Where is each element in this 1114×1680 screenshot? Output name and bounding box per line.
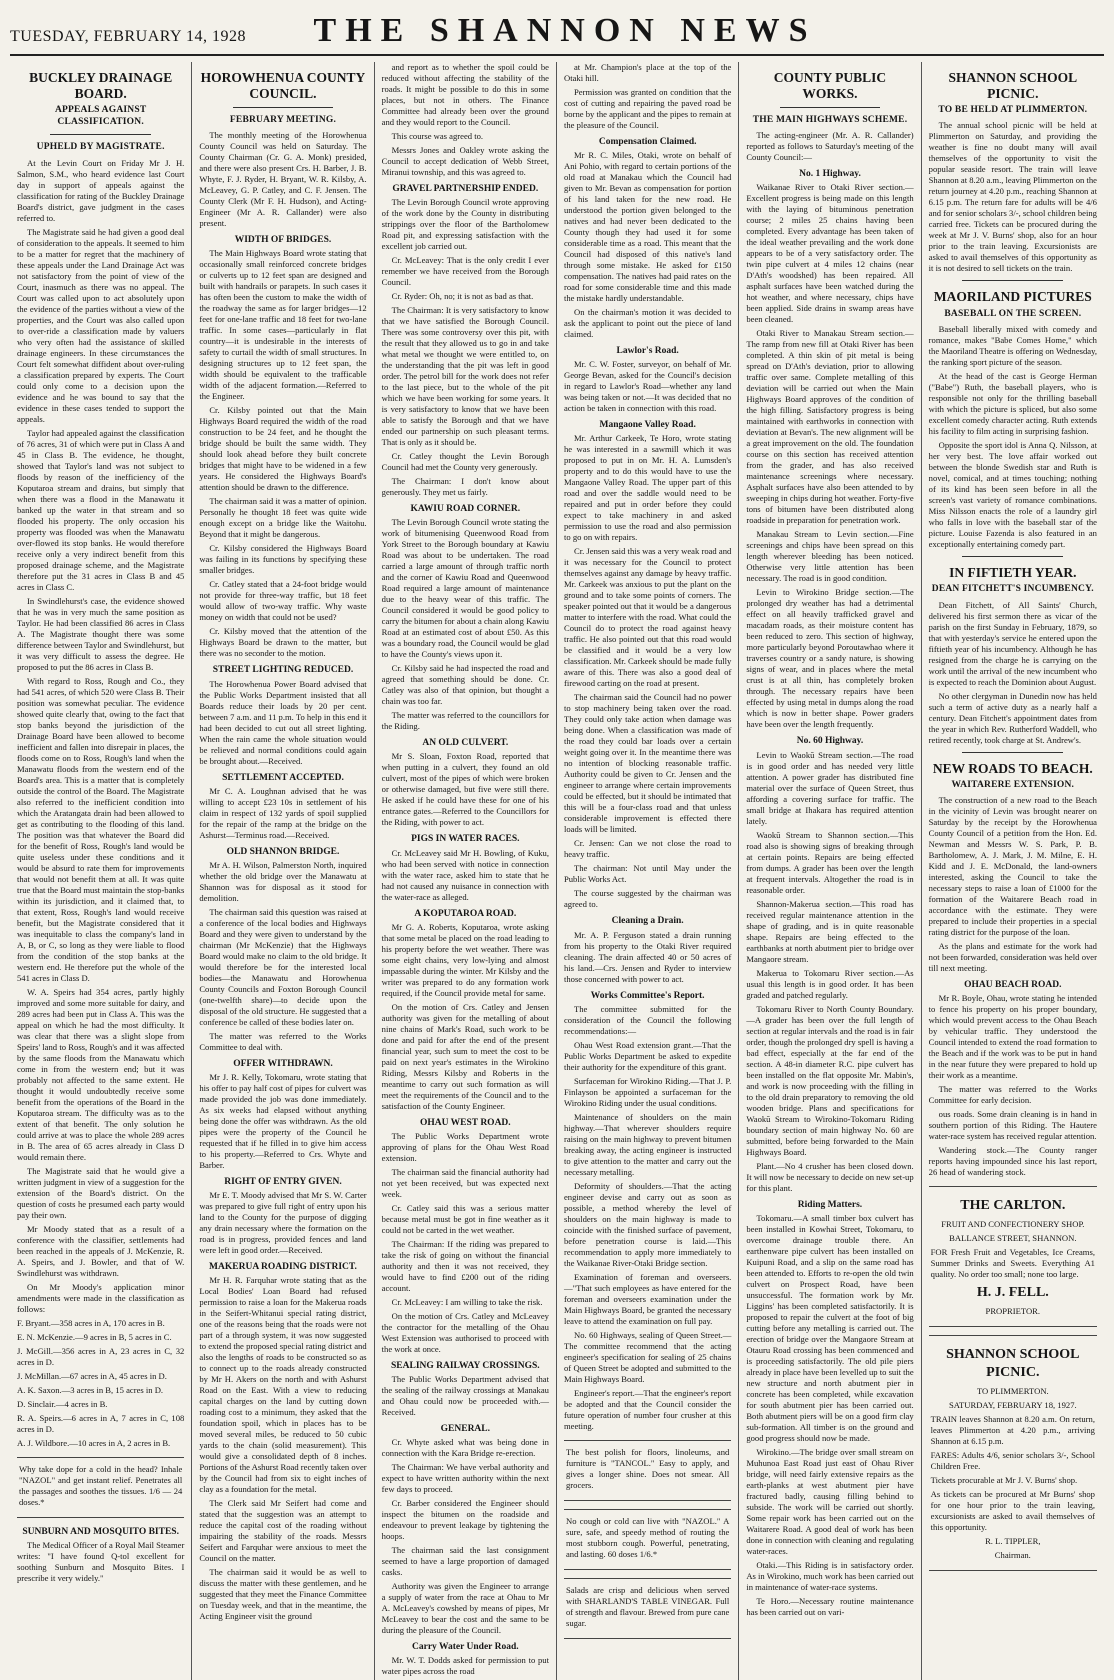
paragraph: Messrs Jones and Oakley wrote asking the Council to accept dedication of Webb Street, Miranui township, and this was agreed to. [381,145,549,177]
section-heading: Lawlor's Road. [616,346,679,357]
ad-signature-role: Chairman. [994,1549,1031,1560]
section-body [199,679,366,767]
section-body [199,1275,366,1622]
section-heading: AN OLD CULVERT. [422,738,509,749]
section-body [382,1131,549,1355]
advertisement [17,1457,184,1518]
paragraph: Dean Fitchett, of All Saints' Church, delivered his first sermon there as vicar of the parish on the first Sunday in February, 1879, so that with yesterday's service he entered upon the fiftieth year of his incumbency. Although he has resigned from the charge he is carrying on the work until the arrival of the new incumbent who is expected to reach the Dominion about August. [928,599,1097,687]
divider [50,134,150,135]
paragraph: Maintenance of shoulders on the main highway.—That wherever shoulders require raising on the main highway to prevent bitumen breaking away, the acting engineer is instructed to give attention to the matter and carry out the necessary metalling. [563,1111,732,1177]
paragraph: The acting-engineer (Mr. A. R. Callander) reported as follows to Saturday's meeting of the County Council:— [746,130,914,163]
section-body [382,1655,549,1677]
article-headline: BUCKLEY DRAINAGE BOARD. [29,70,173,101]
paragraph: Manakau Stream to Levin section.—Fine screenings and chips have been spread on this length wherever bleeding has been noticed. Otherwise very little attention has been necessary. The road is in good condition. [746,529,914,584]
paragraph: No. 60 Highways, sealing of Queen Street.—The committee recommend that the acting engineer's specification for sealing of 25 chains of Queen Street be adopted and submitted to the Main Highways Board. [563,1329,732,1384]
section-body [199,860,366,1053]
paragraph: Tokomaru.—A small timber box culvert has been installed in Kowhai Street, Tokomaru, to overcome drainage trouble there. An earthenware pipe culvert has been installed on Kuipuni Road, and a slip on the same road has been attended to. Efforts to re-open the old twin culvert on Prospect Road, have been unsuccessful. The formation work by Mr. Liggins' has been completed satisfactorily. It is proposed to repair the culvert at the foot of big cutting before any metalling is carried out. The erection of bridge over the Mangaore Stream at Otauru Road crossing has been commenced and is proceeding satisfactorily. The old pile piers already in place have been levelled up to suit the new structure and north abutment pier in concrete has been completed, while excavation for south abutment pier has been carried out. Both abutment piers will be on a good firm clay sub-formation. All timber is on the ground and good progress should now be made. [746,1212,914,1443]
article-subheadline: TO BE HELD AT PLIMMERTON. [938,105,1088,116]
article-body [382,62,549,178]
paragraph: Shannon-Makerua section.—This road has received regular maintenance attention in the shape of grading, and is in quite reasonable shape. Repairs are being effected to the earthbanks at north abutment pier to bridge over Mangaore stream. [746,898,914,964]
paragraph: Mr H. R. Farquhar wrote stating that as the Local Bodies' Loan Board had refused permission to raise a loan for the Makerua roads in the Seifert-Whitanui special rating district, one of the reasons being that the roads were not part of a through system, it was now suggested to extend the proposed special rating district and also the lengths of roads to be constructed so as to connect up to the roads already constructed by Mr H. Akers on the north and with Ashurst Road on the East. With a view to reducing capital charges on the land by cutting down roading cost to a minimum, they asked that the foundation spoil, which in places has to be moved several miles, be reduced to 50 cubic yards to the chain (solid measurement). This would give a consolidated depth of 8 inches. Portions of the Ashurst Road recently taken over by the Council had from six to eight inches of clay as a foundation for the metal. [199,1275,367,1495]
ad-title: THE CARLTON. [960,1198,1066,1214]
paragraph: On the motion of Crs. Catley and Jensen authority was given for the metalling of about nine chains of Mark's Road, such work to be done and paid for after the end of the present financial year, such sum to meet the cost to be paid on next year's estimates in the Wirokino Riding, Messrs Kilsby and Roberts in the meantime to carry out such formation as will meet the requirements of the Council and to the satisfaction of the County Engineer. [381,1001,549,1111]
paragraph: R. A. Speirs.—6 acres in A, 7 acres in C, 108 acres in D. [17,1412,185,1434]
paragraph: Permission was granted on condition that the cost of cutting and repairing the paved road be borne by the applicant and the pipes to remain at the pleasure of the Council. [563,87,732,130]
section-heading: GENERAL. [440,1424,490,1435]
article-headline: SUNBURN AND MOSQUITO BITES. [22,1526,179,1537]
section-heading: PIGS IN WATER RACES. [411,834,520,845]
section-body [382,922,549,1112]
article-subheadline: APPEALS AGAINST CLASSIFICATION. [54,105,147,128]
paragraph: Tokomaru River to North County Boundary.—A grader has been over the full length of section at regular intervals and the road is in fair order, though the prolonged dry spell is having a bad effect, especially at the far end of the section. A 48-in diameter R.C. pipe culvert has been installed on the flat opposite Mr. Mabin's, and work is now proceeding with the filling in to the old drain preparatory to removing the old wooden bridge. Plans and specifications for Waokū Stream to Wirokino-Tokomaru Riding boundary section of main highway No. 60 are submitted, before being forwarded to the Main Highways Board. [746,1003,914,1157]
ad-text: No cough or cold can live with "NAZOL." A sure, safe, and speedy method of routing the most stubborn cough. Powerful, penetrating, and lasting. 60 doses 1/6.* [565,1515,730,1559]
paragraph: Cr. McLeavey: That is the only credit I ever remember we have received from the Borough Council. [381,255,549,288]
section-heading: No. 1 Highway. [799,169,861,180]
section-heading: KAWIU ROAD CORNER. [410,504,521,515]
paragraph: Cr. Jensen: Can we not close the road to heavy traffic. [563,838,732,860]
paragraph: The Main Highways Board wrote stating that occasionally small reinforced concrete bridges or culverts up to 12 feet span are designed and built with handrails or parapets. In such cases it has often been the custom to make the width of the roadway the same as for larger bridges—12 feet for one-lane traffic and 18 feet for two-lane traffic. In some cases—particularly in flat country—it is undesirable in the interests of safety to curtail the width of small structures. In designing structures up to 12 feet span, the width should be equivalent to the trafficable width of the adjacent formation.—Referred to the Engineer. [199,248,367,402]
article-headline: COUNTY PUBLIC WORKS. [773,70,887,101]
ad-text: The best polish for floors, linoleums, and furniture is "TANCOL." Easy to apply, and gives a longer shine. Does not smear. All grocers. [565,1446,730,1490]
paragraph: The course suggested by the chairman was agreed to. [563,888,732,910]
paragraph: F. Bryant.—358 acres in A, 170 acres in B. [17,1317,165,1328]
article-body [929,795,1097,974]
section-heading: SETTLEMENT ACCEPTED. [222,772,344,783]
divider [962,752,1063,753]
paragraph: TRAIN leaves Shannon at 8.20 a.m. On return, leaves Plimmerton at 4.20 p.m., arriving Shannon at 6.15 p.m. [930,1413,1095,1446]
paragraph: On the motion of Crs. Catley and McLeavey the contractor for the metalling of the Ohau West Extension was authorised to proceed with the work at once. [381,1310,549,1354]
paragraph: and report as to whether the spoil could be reduced without affecting the stability of the roads. It might be possible to do this in some places, but not in others. The Finance Committee had already been over the ground and they would report to the Council. [381,62,549,127]
paragraph: D. Sinclair.—4 acres in B. [17,1398,108,1409]
paragraph: In Swindlehurst's case, the evidence showed that he was in very much the same position as Taylor. He had been classified 86 acres in Class A. The Magistrate thought there was some difference between Taylor and Swindlehurst, but it was very difficult to assess the degree. He proposed to put the 86 acres in Class B. [17,595,185,672]
paragraph: Mr. C. W. Foster, surveyor, on behalf of Mr. George Bevan, asked for the Council's decision in regard to Lawlor's Road—whether any land was being taken or not.—It was decided that no action be taken in connection with this road. [563,359,732,414]
ad-subtitle: TO PLIMMERTON. [976,1385,1049,1396]
advertisement [564,1440,731,1501]
paragraph: J. McGill.—356 acres in A, 23 acres in C, 32 acres in D. [17,1345,185,1367]
section-body [199,248,366,659]
paragraph: The Chairman: We have verbal authority and expect to have written authority within the next few days to proceed. [381,1462,549,1495]
ad-text: The Medical Officer of a Royal Mail Steamer writes: "I have found Q-tol excellent for soothing Sunburn and Mosquito Bites. I prescribe it very widely." [17,1539,185,1583]
issue-date: TUESDAY, FEBRUARY 14, 1928 [10,28,247,45]
paragraph: The Public Works Department advised that the sealing of the railway crossings at Manakau and Ohau could now be proceeded with.—Received. [381,1374,549,1418]
paragraph: The chairman said it was a matter of opinion. Personally he thought 18 feet was quite wide enough except on a bridge like the Waitohu. Beyond that it might be dangerous. [199,496,367,540]
paragraph: With regard to Ross, Rough and Co., they had 541 acres, of which 520 were Class B. Their position was somewhat peculiar. The evidence showed quite clearly that, owing to the fact that stop banks beyond the jurisdiction of the Drainage Board have been allowed to become inefficient and fallen into disrepair in places, the floods come on to Ross, Rough's land when the Manawatu floods from the western end of the Board's area. This is a matter that is completely outside the control of the Board. The Magistrate also referred to the inefficient condition into which the Aratangata drain had been allowed to get as contributing to the flooding of this land. The position was that whatever the Board did for the benefit of Ross, Rough's land would be quite useless under these conditions and it would be absurd to rate them for improvements that would not benefit them at all. It was quite true that the Board must maintain the stop-banks within its jurisdiction, and it claimed that, to that extent, Ross, Rough's land would receive benefit, but the Magistrate considered that it was inequitable to class the company's land in A, B, or C, so long as they were liable to flood from the condition of the stop banks at the western end. He therefore put the whole of the 541 acres in Class D. [17,675,185,983]
article-body [17,158,184,1315]
paragraph: at Mr. Champion's place at the top of the Otaki hill. [563,62,732,83]
paragraph: Cr. Barber considered the Engineer should inspect the bitumen on the roadside and endeavour to prevent leakage by tightening the hoops. [381,1498,549,1542]
paragraph: The Magistrate said that he would give a written judgment in view of a suggestion for the extension of the Board's district. On the question of costs he presumed each party would pay their own. [17,1165,185,1220]
article-subheadline: WAITARERE EXTENSION. [951,780,1075,791]
section-heading: STREET LIGHTING REDUCED. [212,665,354,676]
ad-proprietor-role: PROPRIETOR. [985,1306,1041,1317]
article-subheadline: THE MAIN HIGHWAYS SCHEME. [752,115,908,126]
paragraph: Cr. Catley thought the Levin Borough Council had met the County very generously. [381,451,549,473]
paragraph: Opposite the sport idol is Anna Q. Nilsson, at her very best. The love affair worked out between the blonde Swedish star and Ruth is novel, comical, and at times touching; nothing of its kind has been seen before in all the screen's vast variety of romance combinations. Miss Nilsson enacts the role of a laundry girl who falls in love with the baseball star of the picture. Louise Fazenda is also featured in an exceptionally entertaining comedy part. [928,439,1097,549]
paragraph: Surfaceman for Wirokino Riding.—That J. P. Finlayson be appointed a surfaceman for the Wirokino Riding under the usual conditions. [563,1075,732,1108]
section-body [199,1190,366,1256]
section-body [564,150,731,340]
paragraph: Otaki.—This Riding is in satisfactory order. As in Wirokino, much work has been carried out in maintenance of water-race systems. [746,1559,914,1592]
section-heading: Carry Water Under Road. [412,1642,519,1653]
ad-text: Salads are crisp and delicious when served with SHARLAND'S TABLE VINEGAR. Full of strength and flavour. Brewed from pure cane sugar. [565,1584,730,1628]
paragraph: Cr. McLeavey: I am willing to take the risk. [391,1296,543,1307]
paragraph: Tickets procurable at Mr J. V. Burns' shop. [930,1474,1078,1485]
paragraph: The Chairman: I don't know about generously. They met us fairly. [381,476,549,498]
paragraph: On Mr Moody's application minor amendments were made in the classification as follows: [17,1281,185,1314]
paragraph: Mr E. T. Moody advised that Mr S. W. Carter was prepared to give full right of entry upon his land to the County for the purpose of digging any drain necessary where the formation on the road is in progress, provided fences and land were left in good order.—Received. [199,1190,367,1256]
paragraph: FARES: Adults 4/6, senior scholars 3/-, School Children Free. [930,1449,1095,1471]
section-heading: No. 60 Highway. [796,736,864,747]
paragraph: The Chairman: If the riding was prepared to take the risk of going on without the financial authority and then it was not received, they would have to find £200 out of the riding account. [381,1238,549,1293]
paragraph: Mr R. Boyle, Ohau, wrote stating he intended to fence his property on his proper boundary, which would prevent access to the Ohau Beach by vehicular traffic. They understood the Council intended to extend the road formation to the Beach and if the work was to be put in hand in the near future they were prepared to hold up their work as a meantime. [928,993,1097,1081]
paragraph: E. N. McKenzie.—9 acres in B, 5 acres in C. [17,1331,172,1342]
paragraph: The monthly meeting of the Horowhenua County Council was held on Saturday. The County Chairman (Cr. G. A. Monk) presided, and there were also present Crs. H. Barber, J. B. Whyte, F. J. Ryder, H. Bryant, W. R. Kilsby, A. McLeavey, G. P. Catley, and C. F. Jensen. The County Clerk (Mr F. H. Hudson), and Acting-Engineer (Mr A. R. Callander) were also present. [199,130,367,229]
paragraph: The Horowhenua Power Board advised that the Public Works Department insisted that all Boards reduce their loads by 20 per cent. between 7 a.m. and 11 p.m. To help in this end it had been decided to cut out all street lighting. When the rain came the whole situation would be relieved and normal conditions could again be brought about.—Received. [199,678,367,766]
column-1 [10,62,192,1680]
paragraph: On the chairman's motion it was decided to ask the applicant to point out the piece of land claimed. [563,307,732,340]
ad-subtitle: FRUIT AND CONFECTIONERY SHOP. [941,1219,1085,1230]
paragraph: Cr. Catley stated that a 24-foot bridge would not provide for three-way traffic, but 18 feet would allow of two-way traffic. Why waste money on width that could not be used? [199,579,367,623]
paragraph: The Chairman: It is very satisfactory to know that we have satisfied the Borough Council. There was some controversy over this pit, with the result that they allowed us to go in and take what metal we thought we were entitled to, on the understanding that the pit was left in good order. The petrol bill for the work does not refer to the last piece, but to the whole of the pit which we have been working for some years. It is very satisfactory to know that we have been able to satisfy the Borough and that we have ended our partnership on such pleasant terms. That is only as it should be. [381,305,549,448]
section-heading: Cleaning a Drain. [611,916,684,927]
paragraph: The annual school picnic will be held at Plimmerton on Saturday, and providing the weather is fine no doubt many will avail themselves of the opportunity to visit the popular seaside resort. The train will leave Shannon at 8.20 a.m., leaving Plimmerton on the return journey at 4.20 p.m., reaching Shannon at 6.15 p.m. The return fare for adults will be 4/6 and for senior scholars 3/-, school children being carried free. Tickets can be procured during the week at Mr J. V. Burns' shop, also for an hour prior to the train leaving. Excursionists are asked to avail themselves of this opportunity as it is not desired to sell tickets on the train. [928,120,1097,274]
ad-signature: R. L. TIPPLER, [985,1535,1041,1546]
ad-text: Why take dope for a cold in the head? Inhale "NAZOL" and get instant relief. Penetrates all the passages and soothes the tissues. 1/6 — 24 doses.* [19,1463,183,1507]
ad-title: SHANNON SCHOOL PICNIC. [946,1347,1080,1381]
ad-address: BALLANCE STREET, SHANNON. [949,1233,1077,1244]
article-body [929,324,1097,550]
paragraph: Cr. Kilsby pointed out that the Main Highways Board required the width of the road construction to be 24 feet, and he thought the bridge should be built the same width. They should look ahead before they built concrete bridges that might have to be widened in a few years. He considered the Highways Board's attention should be drawn to the difference. [199,405,367,493]
paragraph: No other clergyman in Dunedin now has held such a term of active duty as a nearly half a century. Dean Fitchett's appointment dates from the year in which Rev. Rutherford Waddell, who retired recently, took charge at St. Andrew's. [928,690,1097,745]
paragraph: A. J. Wildbore.—10 acres in A, 2 acres in B. [17,1437,171,1448]
divider [233,107,333,108]
paragraph: Mr S. Sloan, Foxton Road, reported that when putting in a culvert, they found an old culvert, most of the pipes of which were broken or otherwise damaged, but five were still there. He asked if he could have these for one of his entrance gates.—Referred to the Councillors for the Riding, with power to act. [381,751,549,828]
column-3 [375,62,557,1680]
article-subheadline: FEBRUARY MEETING. [229,115,337,126]
paragraph: J. McMillan.—67 acres in A, 45 acres in D. [17,1370,167,1381]
paragraph: Mr J. R. Kelly, Tokomaru, wrote stating that his offer to pay half cost of pipes for culvert was made provided the job was done immediately. As six weeks had elapsed without anything being done the offer was withdrawn. As the old pipes were the property of the Council he requested that if he filled in to give him access to his property.—Referred to Crs. Whyte and Barber. [199,1071,367,1170]
section-body [929,993,1097,1106]
section-body [382,197,549,498]
classification-list [17,1318,184,1449]
article-body [929,600,1097,746]
article-subheadline: BASEBALL ON THE SCREEN. [944,308,1082,319]
article-subheadline: UPHELD BY MAGISTRATE. [36,142,165,153]
paragraph: At the Levin Court on Friday Mr J. H. Salmon, S.M., who heard evidence last Court day in support of appeals against the classification for rating of the Buckley Drainage Board's district, gave judgment in the cases referred to. [17,157,185,223]
column-6 [922,62,1104,1680]
divider [962,280,1063,281]
advertisement [564,1509,731,1570]
paragraph: Waikanae River to Otaki River section.—Excellent progress is being made on this length with the laying of bituminous penetration course; 2 miles 25 chains having been completed. Every advantage has been taken of the ideal weather prevailing and the work done appears to be of a very satisfactory order. The twin pipe culvert at 4 miles 12 chains (near D'Ath's woodshed) has been repaired. All asphalt surfaces have been watched during the hot weather, and where necessary, chips have been applied. Side drains in swamp areas have been cleaned. [746,182,914,325]
paragraph: Wandering stock.—The County ranger reports having impounded since his last report, 26 head of wandering stock. [928,1145,1097,1178]
paragraph: Mr C. A. Loughnan advised that he was willing to accept £23 10s in settlement of his claim in respect of 132 yards of spoil supplied for the repair of the ramp at the bridge on the Ashurst—Terminus road.—Received. [199,785,367,840]
section-heading: Riding Matters. [797,1199,863,1210]
section-heading: GRAVEL PARTNERSHIP ENDED. [392,184,539,194]
paragraph: Cr. Kilsby said he had inspected the road and agreed that something should be done. Cr. Catley was also of that opinion, but thought a chain was too far. [381,663,549,707]
paragraph: Cr. Whyte asked what was being done in connection with the Kara Bridge re-erection. [381,1437,549,1459]
masthead [10,12,1104,56]
section-body [382,1374,549,1418]
section-heading: Compensation Claimed. [598,137,697,147]
divider [780,107,880,108]
paragraph: The committee submitted for the consideration of the Council the following recommendations:— [563,1003,732,1036]
paragraph: Levin to Waokū Stream section.—The road is in good order and has needed very little attention. A power grader has distributed fine material over the surface of Queen Street, thus affording a covering surface for traffic. The small bridge at Ihakara has required attention lately. [746,749,914,826]
paragraph: This course was agreed to. [391,131,484,141]
paragraph: Makerua to Tokomaru River section.—As usual this length is in good order. It has been graded and patched regularly. [746,967,914,1000]
paragraph: Te Horo.—Necessary routine maintenance has been carried out on vari- [746,1595,914,1617]
section-body [746,750,913,1194]
section-heading: OFFER WITHDRAWN. [233,1058,333,1069]
section-heading: OHAU WEST ROAD. [419,1117,511,1128]
paragraph: The chairman said the last consignment seemed to have a large proportion of damaged casks. [381,1545,549,1578]
section-heading: SEALING RAILWAY CROSSINGS. [391,1360,540,1371]
article-headline: SHANNON SCHOOL PICNIC. [948,70,1078,101]
paragraph: Wirokino.—The bridge over small stream on Muhunoa East Road just east of Ohau River bridge, will need fairly extensive repairs as the earth-planks at west abutment pier have fractured badly, causing filling behind to subside. The work will be carried out shortly. Some repair work has been carried out on the Waitarere Road. A good deal of work has been done in connection with cleaning and regulating water-races. [746,1446,914,1556]
paragraph: The chairman said this question was raised at a conference of the local bodies and Highways Board and they were given to understand by the chairman (Mr McKenzie) that the Highways Board would make no claim to the old bridge. It would therefore be for the interested local bodies—the Manawatu and Horowhenua County Councils and Foxton Borough Council (one-twelfth share)—to decide upon the disposal of the old structure. He suggested that a conference be called of these bodies later on. [199,906,367,1027]
continued-text [929,1109,1097,1178]
paragraph: The matter was referred to the Works Committee for early decision. [928,1084,1097,1106]
section-body [382,517,549,732]
paragraph: Mr. W. T. Dodds asked for permission to put water pipes across the road [381,1655,549,1677]
section-body [746,1213,913,1618]
section-heading: RIGHT OF ENTRY GIVEN. [224,1176,342,1187]
paragraph: Cr. Catley said this was a serious matter because metal must be got in fine weather as it could not be carted in the wet weather. [381,1202,549,1235]
paragraph: Authority was given the Engineer to arrange a supply of water from the race at Ohau to Mr A. McLeavey's cowshed by means of pipes, Mr McLeavey to bear the cost and the same to be during the pleasure of the Council. [381,1581,549,1636]
section-heading: OLD SHANNON BRIDGE. [226,846,340,857]
paragraph: Mr A. H. Wilson, Palmerston North, inquired whether the old bridge over the Manawatu at Shannon was for disposal as it stood for demolition. [199,859,367,903]
paragraph: Cr. Kilsby moved that the attention of the Highways Board be drawn to the matter, but there was no seconder to the motion. [199,626,367,659]
divider [962,556,1063,557]
paragraph: The matter was referred to the Works Committee to deal with. [199,1030,367,1052]
ad-date: SATURDAY, FEBRUARY 18, 1927. [948,1399,1077,1410]
advertisement-carlton [929,1186,1097,1327]
article-headline: HOROWHENUA COUNTY COUNCIL. [200,70,366,101]
advertisement-picnic [929,1335,1097,1571]
section-body [564,359,731,414]
article-headline: NEW ROADS TO BEACH. [932,760,1093,776]
paragraph: Plant.—No 4 crusher has been closed down. It will now be necessary to decide on new set-up for this plant. [746,1160,914,1193]
advertisement [564,1578,731,1639]
paragraph: At the head of the cast is George Herman ("Babe") Ruth, the baseball players, who is responsible not only for the thrilling baseball with which the picture is spliced, but also some excellent comedy character acting. Ruth extends his facility to film acting in surprising fashion. [928,370,1097,436]
section-heading: Mangaone Valley Road. [599,420,696,431]
paragraph: Ohau West Road extension grant.—That the Public Works Department be asked to expedite their authority for the expenditure of this grant. [563,1039,732,1072]
paragraph: Mr Moody stated that as a result of a conference with the classifier, settlements had been reached in the appeals of J. McKenzie, R. A. Speirs, and J. Bowler, and that of W. Swindlehurst was withdrawn. [17,1223,185,1278]
paragraph: Cr. Jensen said this was a very weak road and it was necessary for the Council to protect themselves against any damage by heavy traffic. Mr. Carkeek was anxious to put the plant on the ground and to take some points of corners. The speaker pointed out that it would be a dangerous matter to interfere with the road. What could the Council do to protect the road against heavy traffic. He also pointed out that this road would be classified and it would be a very low classification. Mr. Carkeek should be made fully aware of this. There was also a good deal of firewood carting on the road at present. [563,546,732,689]
paragraph: Baseball liberally mixed with comedy and romance, makes "Babe Comes Home," which the Maoriland Theatre is offering on Wednesday, the ranking sport picture of the season. [928,323,1097,367]
paragraph: The construction of a new road to the Beach in the vicinity of Levin was brought nearer on Saturday by the receipt by the Horowhenua County Council of a petition from the Hon. Ed. Newman and Messrs W. S. Park, P. B. Bartholomew, A. J. Mark, J. M. Milne, E. H. Kidd and J. E. McDonald, the land-owners interested, asking the Council to take the necessary steps to raise a loan of £1000 for the formation of the Waitarere Beach road in accordance with the estimate. They were prepared to include their properties in a special rating district for the purpose of the loan. [928,795,1097,938]
paragraph: Deformity of shoulders.—That the acting engineer devise and carry out as soon as possible, a method whereby the level of shoulders on the main highway is made to coincide with the finished surface of pavement, before penetration course is laid.—This recommendation to apply more immediately to the Waikanae River-Otaki Bridge section. [563,1180,732,1268]
paragraph: Mr. A. P. Ferguson stated a drain running from his property to the Otaki River required cleaning. The drain affected 40 or 50 acres of his land.—Crs. Jensen and Ryder to interview those concerned with power to act. [563,929,732,984]
section-heading: A KOPUTAROA ROAD. [414,908,517,919]
columns [10,62,1104,1677]
paragraph: The Clerk said Mr Seifert had come and stated that the suggestion was an attempt to reduce the capital cost of the roading without impairing the stability of the roads. Messrs Seifert and Farquhar were anxious to meet the Council on the matter. [199,1498,367,1564]
section-body [382,1437,549,1636]
section-body [564,930,731,985]
paragraph: The chairman said the Council had no power to stop machinery being taken over the road. They could only take action when damage was being done. When a classification was made of the road they could bar loads over a certain weight going over it. In the meantime there was no intention of blocking reasonable traffic. Authority could be given to Cr. Jensen and the engineer to arrange where certain improvements could be effected, but it should be intimated that this will be a four-class road and that unless considerable improvement is effected there loads will be limited. [563,692,732,835]
paragraph: As the plans and estimate for the work had not been forwarded, consideration was held over till next meeting. [928,941,1097,974]
paragraph: The chairman said the financial authority had not yet been received, but was expected next week. [381,1166,549,1199]
section-body [382,751,549,828]
paragraph: ous roads. Some drain cleaning is in hand in southern portion of this Riding. The Hautere water-race system has received regular attention. [928,1109,1097,1142]
paragraph: Mr R. C. Miles, Otaki, wrote on behalf of Ani Pohio, with regard to certain portions of the old road at Manakau which the Council had given to Mr. Bevan as compensation for portion of his land taken for the new road. He understood the portion given belonged to the natives and had never been dedicated to the County though they had used it for some considerable time as a road. This meant that the Council had disposed of this native's land through some mistake. He asked for £150 compensation. The natives had paid rates on the road for some considerable time and this made the mistake hardly understandable. [563,150,732,304]
paragraph: Cr. Ryder: Oh, no; it is not as bad as that. [391,291,534,302]
section-heading: OHAU BEACH ROAD. [964,980,1062,991]
section-body [564,1004,731,1432]
article-headline: MAORILAND PICTURES [933,289,1092,305]
section-body [564,433,731,910]
column-2 [192,62,374,1680]
section-heading: WIDTH OF BRIDGES. [234,235,332,246]
paragraph: Engineer's report.—That the engineer's report be adopted and that the Council consider the future operation of number four crusher at this meeting. [563,1387,732,1431]
ad-text: FOR Fresh Fruit and Vegetables, Ice Creams, Summer Drinks and Sweets. Everything A1 quality. No order too small; none too large. [930,1247,1095,1280]
section-body [382,848,549,903]
section-body [746,182,913,730]
newspaper-title: THE SHANNON NEWS [313,12,817,49]
paragraph: The matter was referred to the councillors for the Riding. [381,710,549,732]
paragraph: Waokū Stream to Shannon section.—This road also is showing signs of breaking through at certain points. Repairs are being effected from dumps. A grader has been over the length at frequent intervals. Altogether the road is in reasonable order. [746,829,914,895]
article-body [199,130,366,229]
article-body [929,120,1097,274]
section-heading: MAKERUA ROADING DISTRICT. [209,1262,357,1273]
section-heading: Works Committee's Report. [590,990,705,1001]
paragraph: A. K. Saxon.—3 acres in B, 15 acres in D. [17,1384,164,1395]
paragraph: The Levin Borough Council wrote approving of the work done by the County in distributing strippings over the floor of the Bartholomew Road pit, and expressing satisfaction with the excellent job carried out. [381,197,549,252]
paragraph: Examination of foreman and overseers.—"That such employees as have entered for the foreman and overseers examination under the Main Highways Board, be granted the necessary leave to attend the examination on full pay. [563,1271,732,1326]
column-4 [557,62,739,1680]
paragraph: Mr G. A. Roberts, Koputaroa, wrote asking that some metal be placed on the road leading to his property before the wet weather. There was some eight chains, very low-lying and almost impassable during the winter. Mr Kilsby and the writer was prepared to do any formation work required, if the Council provide metal for same. [381,921,549,998]
paragraph: Taylor had appealed against the classification of 76 acres, 31 of which were put in Class A and 45 in Class B. The evidence, he thought, showed that Taylor's land was not subject to floods by reason of the inefficiency of the Koputaroa stream and drains, but simply that when there was a flood in the Manawatu it banked up the water in that stream and so flooded his property. The only occasion his property was flooded was when the Manawatu over-flowed its stop banks. He would therefore receive only a very indirect benefit from this proposed drainage scheme, and the Magistrate therefore put the 31 acres in Class B and 45 acres in Class C. [17,427,185,592]
paragraph: The Levin Borough Council wrote stating the work of bitumenising Queenwood Road from York Street to the Borough boundary at Kawiu Road was about to be undertaken. The road carried a large amount of through traffic north and the corner of Kawiu Road and Queenwood Road required a large amount of maintenance due to the heavy wear of this traffic. The Council considered it would be good policy to carry the bitumen for about a chain along Kawiu Road at an estimated cost of about £50. As this was a boundary road, the Council would be glad to have the County's views upon it. [381,517,549,660]
paragraph: Cr. McLeavey said Mr H. Bowling, of Kuku, who had been served with notice in connection with the water race, asked him to state that he had not caused any nuisance in connection with the water-race as alleged. [381,847,549,902]
paragraph: As tickets can be procured at Mr Burns' shop for one hour prior to the train leaving, excursionists are asked to avail themselves of this opportunity. [930,1488,1095,1532]
ad-proprietor-name: H. J. FELL. [976,1285,1049,1301]
paragraph: Otaki River to Manakau Stream section.—The ramp from new fill at Otaki River has been completed. A thin skin of pit metal is being spread on D'Ath's deviation, prior to allowing traffic over same. Complete metalling of this deviation will be carried out when the Main Highways Board approves of the condition of the high filling. Satisfactory progress is being maintained with earthworks in connection with deviation at Bevan's. The new alignment will be a great improvement on the old. The foundation course on this section has received attention from the grader, and has also received maintenance screenings where necessary. Asphalt surfaces have also been attended to by sweeping in chips during hot weather. Forty-five tons of bitumen have been distributed along roadside in preparation for penetration work. [746,328,914,526]
ad-body [931,1414,1095,1533]
paragraph: Cr. Kilsby considered the Highways Board was failing in its functions by specifying these smaller bridges. [199,543,367,576]
section-body [199,786,366,841]
paragraph: The chairman: Not until May under the Public Works Act. [563,863,732,885]
section-body [199,1072,366,1171]
article-body [746,130,913,163]
column-5 [739,62,921,1680]
article-body [564,62,731,131]
article-headline: IN FIFTIETH YEAR. [949,564,1077,580]
paragraph: The Magistrate said he had given a good deal of consideration to the appeals. It seemed to him to be a matter for regret that the machinery of these appeals under the Land Drainage Act was not satisfactory from the point of view of the Court, inasmuch as there was no appeal. The Court was called upon to act absolutely upon the evidence of the parties without a view of the properties, and the Court was also called upon to over-ride a classification made by valuers who very often had the assistance of skilled drainage engineers. In these circumstances the Court felt somewhat diffident about over-ruling a classification prepared by experts. The Court could only come to a decision upon the evidence and he was bound to say that the evidence in these cases tended to support the appeals. [17,226,185,424]
paragraph: Levin to Wirokino Bridge section.—The prolonged dry weather has had a detrimental effect on all heavily trafficked gravel and macadam roads, as their moisture content has been reduced to zero. This section of highway, more particularly beyond Poroutawhao where it traverses country or a sandy nature, is showing signs of wear, and in places where the metal crust is at all thin, has completely broken through. The necessary repairs have been effected by using metal in dumps along the road which is now in better shape. Power graders have been over the length frequently. [746,587,914,730]
article-subheadline: DEAN FITCHETT'S INCUMBENCY. [931,584,1094,595]
paragraph: W. A. Speirs had 354 acres, partly highly improved and some more suitable for dairy, and 289 acres had been put in Class A. This was the appeal on which he had the most difficulty. It was clear that there was a slight slope from Speirs' land to Ross, Rough's and it was affected by the same floods from the Manawatu which come in from the western end; but it was probably not affected to the same extent. He thought it would undoubtedly receive some benefit from the operations of the Board in the Koputaroa stream. The difficulty was as to the extent of that benefit. The only solution he could arrive at was to place the whole 289 acres in B. The area of 65 acres already in Class D would remain there. [17,986,185,1162]
paragraph: The chairman said it would be as well to discuss the matter with these gentlemen, and he suggested that they meet the Finance Committee on Tuesday week, and that in the meantime, the Acting Engineer visit the ground [199,1567,367,1622]
paragraph: The Public Works Department wrote approving of plans for the Ohau West Road extension. [381,1130,549,1163]
paragraph: Mr. Arthur Carkeek, Te Horo, wrote stating he was interested in a sawmill which it was proposed to put in on Mr. H. A. Lumsden's property and to do this would have to use the Mangaone Valley Road. The upper part of this road and over the saddle would need to be repaired and put in order before they could expect to take machinery in and asked permission to use the road and also permission to go on with repairs. [563,433,732,543]
